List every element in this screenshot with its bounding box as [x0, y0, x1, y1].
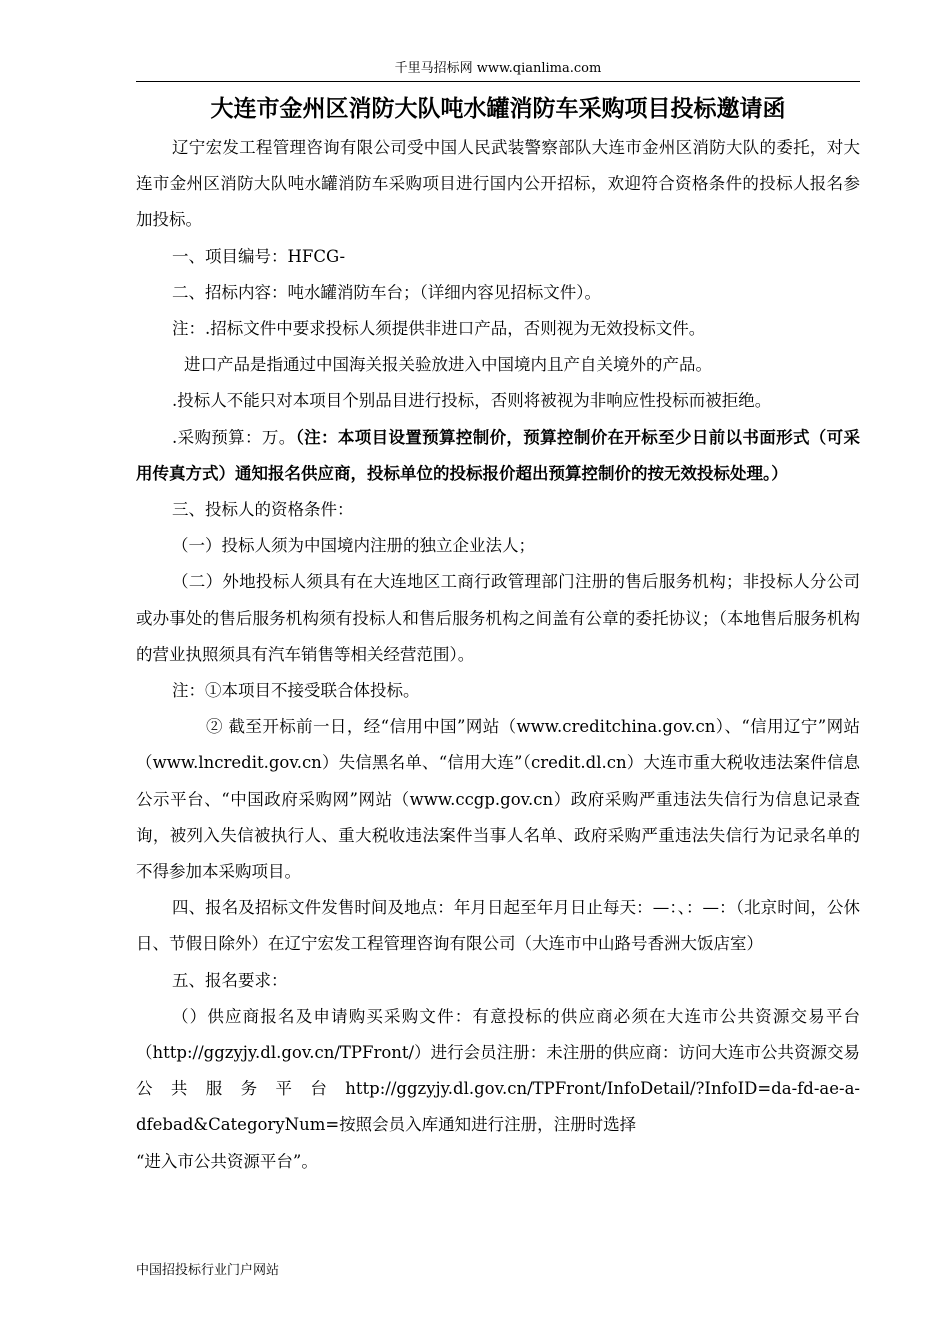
qualification-heading: 三、投标人的资格条件： — [172, 500, 354, 520]
budget-note: （注：本项目设置预算控制价，预算控制价在开标至少日前以书面形式（可采用传真方式）通知报名供应商，投标单位的投标报价超出预算控制价的按无效投标处理。） — [136, 427, 860, 483]
project-number: 一、项目编号：HFCG- — [172, 246, 346, 266]
registration-time-place: 四、报名及招标文件发售时间及地点：年月日起至年月日止每天：—：、：—：（北京时间，公休日、节假日除外）在辽宁宏发工程管理咨询有限公司（大连市中山路号香洲大饭店室） — [136, 898, 860, 954]
registration-requirement-1-cont: “进入市公共资源平台”。 — [136, 1151, 318, 1171]
tender-content: 二、招标内容：吨水罐消防车台；（详细内容见招标文件）。 — [172, 282, 601, 302]
note-consortium: 注：①本项目不接受联合体投标。 — [172, 681, 420, 701]
intro-paragraph: 辽宁宏发工程管理咨询有限公司受中国人民武装警察部队大连市金州区消防大队的委托，对大连市金州区消防大队吨水罐消防车采购项目进行国内公开招标，欢迎符合资格条件的投标人报名参加投标。 — [136, 138, 860, 230]
document-title: 大连市金州区消防大队吨水罐消防车采购项目投标邀请函 — [210, 96, 786, 122]
page-footer: 中国招投标行业门户网站 — [136, 1263, 280, 1278]
registration-requirements-heading: 五、报名要求： — [172, 970, 288, 990]
qualification-1: （一）投标人须为中国境内注册的独立企业法人； — [172, 536, 535, 556]
note-non-import: 注：.招标文件中要求投标人须提供非进口产品，否则视为无效投标文件。 — [172, 319, 706, 339]
qualification-2: （二）外地投标人须具有在大连地区工商行政管理部门注册的售后服务机构；非投标人分公司或办事处的售后服务机构须有投标人和售后服务机构之间盖有公章的委托协议；（本地售后服务机构的营业执照须具有汽车销售等相关经营范围）。 — [136, 572, 860, 664]
budget-text: .采购预算：万。 — [172, 427, 296, 447]
note-credit-check: ② 截至开标前一日，经“信用中国”网站（www.creditchina.gov.cn）、“信用辽宁”网站（www.lncredit.gov.cn）失信黑名单、“信用大连”（credit.dl.cn）大连市重大税收违法案件信息公示平台、“中国政府采购网”网站（www.ccgp.gov.cn）政府采购严重违法失信行为信息记录查询，被列入失信被执行人、重大税收违法案件当事人名单、政府采购严重违法失信行为记录名单的不得参加本采购项目。 — [136, 717, 860, 882]
registration-requirement-1: （）供应商报名及申请购买采购文件：有意投标的供应商必须在大连市公共资源交易平台（http://ggzyjy.dl.gov.cn/TPFront/）进行会员注册：未注册的供应商：访问大连市公共资源交易公共服务平台http://ggzyjy.dl.gov.cn/TPFront/InfoDetail/?InfoID=da-fd-ae-a-dfebad&CategoryNum=按照会员入库通知进行注册，注册时选择 — [136, 1006, 860, 1135]
page-header: 千里马招标网 www.qianlima.com — [136, 60, 860, 82]
note-partial-bid: .投标人不能只对本项目个别品目进行投标，否则将被视为非响应性投标而被拒绝。 — [172, 391, 772, 411]
note-import-definition: 进口产品是指通过中国海关报关验放进入中国境内且产自关境外的产品。 — [184, 355, 712, 375]
document-body — [136, 130, 860, 1180]
budget-paragraph — [136, 420, 860, 492]
